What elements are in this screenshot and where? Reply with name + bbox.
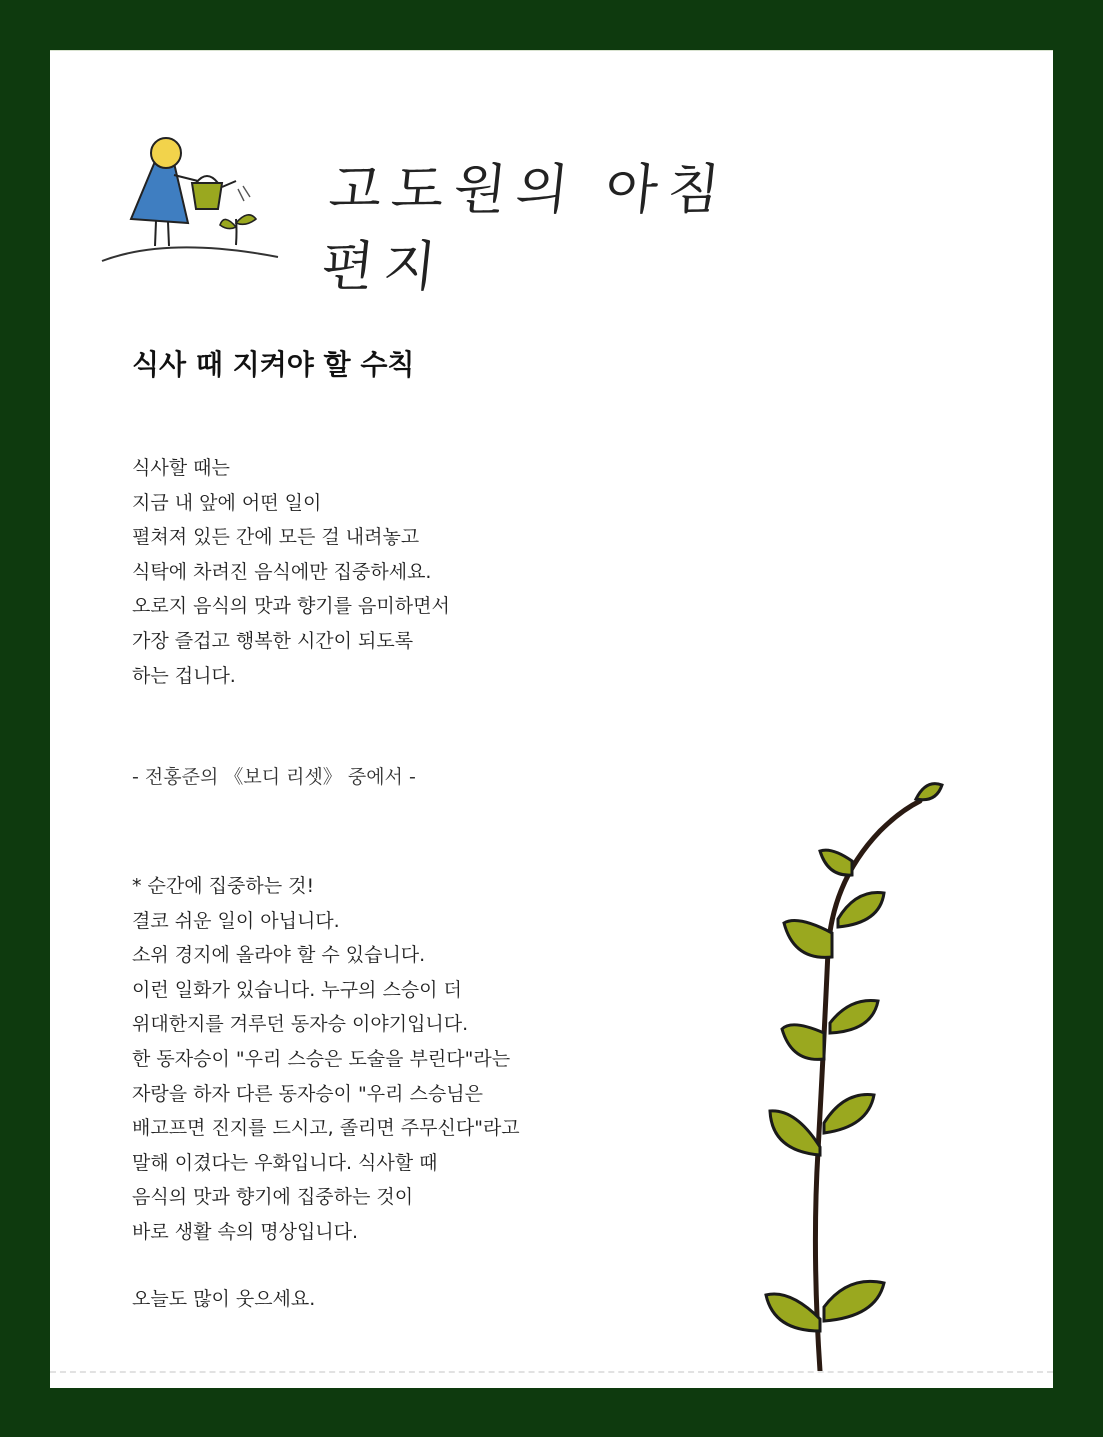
source-citation: - 전홍준의 《보디 리셋》 중에서 - — [132, 766, 416, 788]
page-divider — [50, 1371, 1053, 1373]
sprout-icon — [220, 215, 256, 245]
comment-line: 자랑을 하자 다른 동자승이 "우리 스승님은 — [132, 1082, 483, 1105]
comment-line: 결코 쉬운 일이 아닙니다. — [132, 909, 340, 932]
comment-line: * 순간에 집중하는 것! — [132, 875, 315, 897]
closing-greeting: 오늘도 많이 웃으세요. — [132, 1288, 316, 1310]
article-body — [132, 451, 450, 693]
comment-line: 바로 생활 속의 명상입니다. — [132, 1220, 359, 1243]
comment-line: 음식의 맛과 향기에 집중하는 것이 — [132, 1186, 414, 1209]
comment-line: 위대한지를 겨루던 동자승 이야기입니다. — [132, 1013, 469, 1036]
body-line: 오로지 음식의 맛과 향기를 음미하면서 — [132, 595, 450, 618]
body-line: 하는 겁니다. — [132, 664, 236, 687]
gardener-logo-icon — [98, 131, 328, 271]
comment-line: 말해 이겼다는 우화입니다. 식사할 때 — [132, 1151, 438, 1174]
comment-line: 이런 일화가 있습니다. 누구의 스승이 더 — [132, 978, 462, 1001]
body-line: 가장 즐겁고 행복한 시간이 되도록 — [132, 629, 414, 652]
body-line: 펼쳐져 있든 간에 모든 걸 내려놓고 — [132, 526, 420, 549]
comment-line: 한 동자승이 "우리 스승은 도술을 부린다"라는 — [132, 1047, 511, 1070]
comment-line: 소위 경지에 올라야 할 수 있습니다. — [132, 944, 426, 967]
brand-title: 고도원의 아침편지 — [318, 158, 734, 298]
comment-line: 배고프면 진지를 드시고, 졸리면 주무신다"라고 — [132, 1117, 520, 1140]
body-line: 식사할 때는 — [132, 457, 230, 479]
editor-comment — [132, 869, 520, 1250]
body-line: 식탁에 차려진 음식에만 집중하세요. — [132, 560, 432, 583]
body-line: 지금 내 앞에 어떤 일이 — [132, 491, 322, 514]
vine-illustration-icon — [740, 771, 960, 1371]
brand-logo — [98, 131, 748, 298]
letter-page — [50, 50, 1053, 1388]
watering-can-icon — [192, 176, 250, 209]
article-title: 식사 때 지켜야 할 수칙 — [132, 348, 415, 381]
